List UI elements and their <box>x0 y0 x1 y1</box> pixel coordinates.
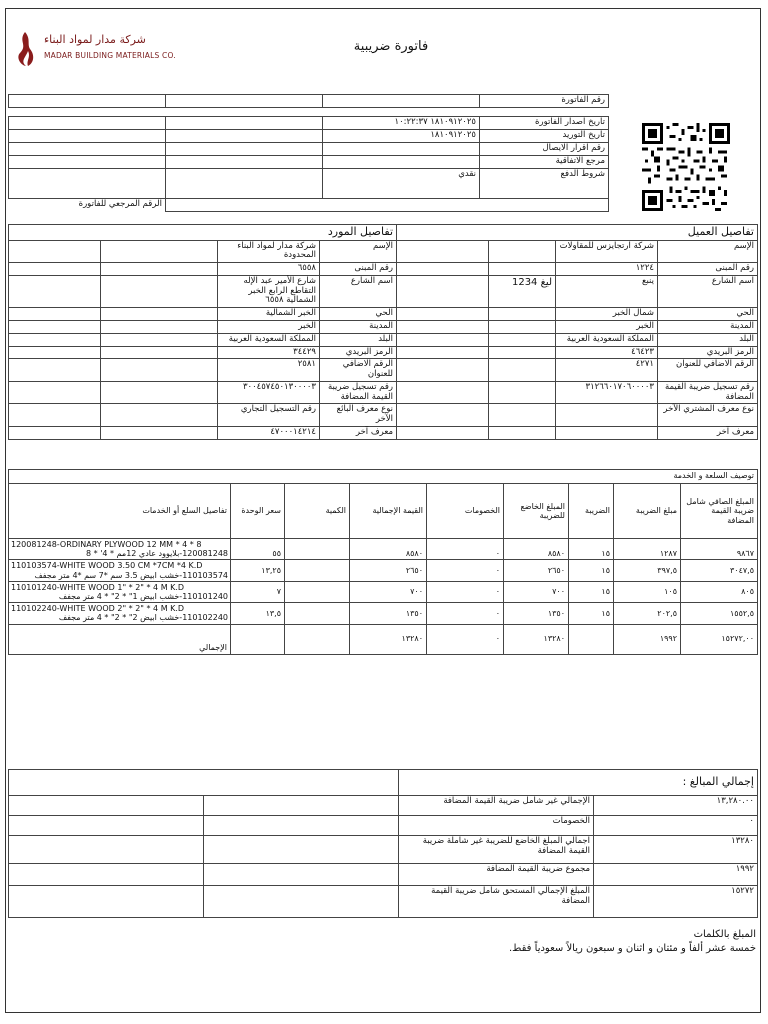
issue-date-value: ١٨١٠٩١٢٠٢٥ ١٠:٢٢:٣٧ <box>323 117 480 130</box>
summary-value: ١٣,٢٨٠.٠٠ <box>594 796 758 816</box>
table-row <box>9 560 758 581</box>
summary-value: ٠ <box>594 816 758 836</box>
summary-label: مجموع ضريبة القيمة المضافة <box>399 864 594 886</box>
col-tax-rate: الضريبة <box>569 484 614 539</box>
summary-value: ١٣٢٨٠ <box>594 836 758 864</box>
item-total: ٨٥٨٠ <box>350 539 427 560</box>
item-rate: ١٥ <box>569 581 614 602</box>
item-taxable: ١٣٥٠ <box>504 603 569 624</box>
summary-label: الخصومات <box>399 816 594 836</box>
item-net: ٨٠٥ <box>681 581 758 602</box>
items-section-title: توصيف السلعة و الخدمة <box>9 470 758 484</box>
col-total: القيمة الإجمالية <box>350 484 427 539</box>
item-total: ٧٠٠ <box>350 581 427 602</box>
customer-postal: ٤٦٤٢٣ <box>556 346 658 359</box>
summary-value: ١٩٩٢ <box>594 864 758 886</box>
company-name-ar: شركة مدار لمواد البناء <box>44 33 146 46</box>
item-rate: ١٥ <box>569 603 614 624</box>
item-desc-en: 110102240-WHITE WOOD 2" * 2" * 4 M K.D <box>11 604 185 614</box>
customer-street-label: اسم الشارع <box>658 275 758 307</box>
items-table <box>8 469 758 655</box>
supplier-additional-label: الرقم الاضافي للعنوان <box>320 359 397 382</box>
supplier-other-id-label: معرف آخر <box>320 426 397 439</box>
company-logo <box>14 31 194 71</box>
customer-country-label: البلد <box>658 333 758 346</box>
customer-vat-label: رقم تسجيل ضريبة القيمة المضافة <box>658 381 758 404</box>
invoice-number-label: رقم الفاتورة <box>480 95 609 108</box>
item-qty <box>285 560 350 581</box>
customer-id-type-label: نوع معرف المشتري الآخر <box>658 404 758 427</box>
customer-street: ينبع <box>556 275 658 307</box>
item-total: ١٣٥٠ <box>350 603 427 624</box>
item-discount: ٠ <box>427 581 504 602</box>
customer-city: الخبر <box>556 321 658 334</box>
item-rate: ١٥ <box>569 539 614 560</box>
table-row <box>9 539 758 560</box>
item-tax: ٣٩٧,٥ <box>614 560 681 581</box>
col-discounts: الخصومات <box>427 484 504 539</box>
customer-country: المملكة السعودية العربية <box>556 333 658 346</box>
item-qty <box>285 603 350 624</box>
parties-table <box>8 224 758 440</box>
item-desc-en: 110101240-WHITE WOOD 1" * 2" * 4 M K.D <box>11 582 185 592</box>
company-name-en: MADAR BUILDING MATERIALS CO. <box>44 51 176 60</box>
payment-value: نقدي <box>323 169 480 199</box>
payment-label: شروط الدفع <box>480 169 609 199</box>
invoice-info-table <box>8 116 609 212</box>
supply-date-value: ١٨١٠٩١٢٠٢٥ <box>323 130 480 143</box>
supplier-postal: ٣٤٤٢٩ <box>218 346 320 359</box>
table-row <box>9 581 758 602</box>
item-taxable: ٧٠٠ <box>504 581 569 602</box>
supplier-building-label: رقم المبنى <box>320 263 397 276</box>
item-net: ٩٨٦٧ <box>681 539 758 560</box>
customer-additional: ٤٢٧١ <box>556 359 658 382</box>
supplier-street: شارع الأمير عبد الإله التقاطع الرابع الخبر الشمالية ٦٥٥٨ <box>218 275 320 307</box>
customer-building: ١٢٢٤ <box>556 263 658 276</box>
item-desc-en: 120081248-ORDINARY PLYWOOD 12 MM * 4 * 8 <box>11 540 202 549</box>
invoice-number-table <box>8 94 609 108</box>
item-unit-price: ٧ <box>231 581 285 602</box>
qr-code <box>638 123 734 211</box>
col-net: المبلغ الصافي شامل ضريبة القيمة المضافة <box>681 484 758 539</box>
summary-label: اجمالي المبلغ الخاضع للضريبة غير شاملة ضريبة القيمة المضافة <box>399 836 594 864</box>
item-qty <box>285 539 350 560</box>
totals-row <box>9 624 758 654</box>
supplier-city: الخبر <box>218 321 320 334</box>
supplier-additional: ٢٥٨١ <box>218 359 320 382</box>
customer-section-title: تفاصيل العميل <box>397 225 758 241</box>
supplier-section-title: تفاصيل المورد <box>9 225 397 241</box>
item-discount: ٠ <box>427 603 504 624</box>
customer-district-label: الحي <box>658 308 758 321</box>
totals-net: ١٥٢٧٢,٠٠ <box>681 624 758 654</box>
supplier-name: شركة مدار لمواد البناء المحدودة <box>218 240 320 263</box>
supplier-postal-label: الرمز البريدي <box>320 346 397 359</box>
summary-value: ١٥٢٧٢ <box>594 886 758 918</box>
totals-taxable: ١٣٢٨٠ <box>504 624 569 654</box>
customer-building-label: رقم المبنى <box>658 263 758 276</box>
supplier-district: الخبر الشمالية <box>218 308 320 321</box>
item-tax: ١٠٥ <box>614 581 681 602</box>
supplier-city-label: المدينة <box>320 321 397 334</box>
item-desc-en: 110103574-WHITE WOOD 3.50 CM *7CM *4 K.D <box>11 561 203 571</box>
amount-words-label: المبلغ بالكلمات <box>693 929 756 940</box>
item-tax: ٢٠٢,٥ <box>614 603 681 624</box>
supplier-country: المملكة السعودية العربية <box>218 333 320 346</box>
item-total: ٢٦٥٠ <box>350 560 427 581</box>
item-desc-ar: 110102240-خشب ابيض 2" * 2" * 4 متر مجفف <box>58 613 228 623</box>
item-discount: ٠ <box>427 560 504 581</box>
col-tax-amount: مبلغ الضريبة <box>614 484 681 539</box>
item-taxable: ٨٥٨٠ <box>504 539 569 560</box>
col-unit-price: سعر الوحدة <box>231 484 285 539</box>
summary-label: الإجمالي غير شامل ضريبة القيمة المضافة <box>399 796 594 816</box>
supplier-building: ٦٥٥٨ <box>218 263 320 276</box>
totals-discount: ٠ <box>427 624 504 654</box>
supplier-vat: ٣٠٠٤٥٧٤٥٠١٣٠٠٠٠٣ <box>218 381 320 404</box>
customer-city-label: المدينة <box>658 321 758 334</box>
customer-name-label: الإسم <box>658 240 758 263</box>
col-qty: الكمية <box>285 484 350 539</box>
reference-label: الرقم المرجعي للفاتورة <box>78 199 162 209</box>
supplier-id-type: رقم التسجيل التجاري <box>218 404 320 427</box>
col-desc: تفاصيل السلع أو الخدمات <box>9 484 231 539</box>
summary-section-title: إجمالي المبالغ : <box>399 770 758 796</box>
item-discount: ٠ <box>427 539 504 560</box>
supplier-other-id: ٤٧٠٠٠١٤٢١٤ <box>218 426 320 439</box>
item-desc-ar: 110101240-خشب ابيض 1" * 2" * 4 متر مجفف <box>58 591 228 601</box>
col-taxable: المبلغ الخاضع للضريبة <box>504 484 569 539</box>
customer-name: شركة ارتجايزس للمقاولات <box>556 240 658 263</box>
supplier-street-label: اسم الشارع <box>320 275 397 307</box>
item-net: ١٥٥٢,٥ <box>681 603 758 624</box>
supplier-name-label: الإسم <box>320 240 397 263</box>
agreement-label: مرجع الاتفاقية <box>480 156 609 169</box>
customer-vat: ٣١٢٦٦٠١٧٠٦٠٠٠٠٣ <box>556 381 658 404</box>
customer-postal-label: الرمز البريدي <box>658 346 758 359</box>
customer-other-id-label: معرف آخر <box>658 426 758 439</box>
item-desc-ar: 120081248-بلايوود عادي 12مم * 4' * 8 <box>86 549 228 559</box>
supplier-vat-label: رقم تسجيل ضريبة القيمة المضافة <box>320 381 397 404</box>
item-qty <box>285 581 350 602</box>
supply-date-label: تاريخ التوريد <box>480 130 609 143</box>
item-unit-price: ١٣,٥ <box>231 603 285 624</box>
totals-label: الإجمالي <box>9 624 231 654</box>
supplier-district-label: الحي <box>320 308 397 321</box>
totals-total: ١٣٢٨٠ <box>350 624 427 654</box>
invoice-page <box>5 8 761 1013</box>
supplier-id-type-label: نوع معرف البائع الآخر <box>320 404 397 427</box>
table-row <box>9 603 758 624</box>
item-unit-price: ١٣,٢٥ <box>231 560 285 581</box>
item-net: ٣٠٤٧,٥ <box>681 560 758 581</box>
totals-tax: ١٩٩٢ <box>614 624 681 654</box>
flame-icon <box>14 31 36 67</box>
page-title: فاتورة ضريبية <box>353 39 429 54</box>
customer-additional-label: الرقم الاضافي للعنوان <box>658 359 758 382</box>
item-rate: ١٥ <box>569 560 614 581</box>
amount-words-value: خمسة عشر ألفاً و مئتان و اثنان و سبعون ريالاً سعودياً فقط. <box>508 943 756 954</box>
item-taxable: ٢٦٥٠ <box>504 560 569 581</box>
issue-date-label: تاريخ اصدار الفاتورة <box>480 117 609 130</box>
receipt-label: رقم اقرار الايصال <box>480 143 609 156</box>
summary-label: المبلغ الإجمالي المستحق شامل ضريبة القيمة المضافة <box>399 886 594 918</box>
summary-table <box>8 769 758 918</box>
customer-street-extra: ليغ 1234 <box>489 275 556 307</box>
customer-district: شمال الخبر <box>556 308 658 321</box>
supplier-country-label: البلد <box>320 333 397 346</box>
item-unit-price: ٥٥ <box>231 539 285 560</box>
item-desc-ar: 110103574-خشب ابيض 3.5 سم *7 سم *4 متر مجفف <box>34 570 228 580</box>
item-tax: ١٢٨٧ <box>614 539 681 560</box>
